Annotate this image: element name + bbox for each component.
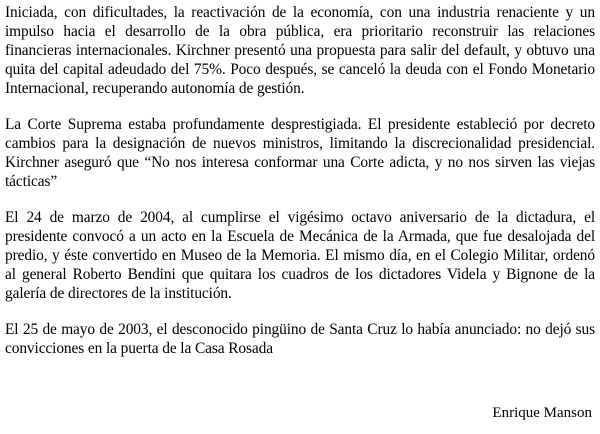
- author-signature: Enrique Manson: [492, 405, 592, 421]
- paragraph-supreme-court: La Corte Suprema estaba profundamente desprestigiada. El presidente estableció por decreto cambios para la designación de nuevos ministros, limitando la discrecionalidad presidencial. Kirchner aseguró que “No nos interesa conformar una Corte adicta, y no nos sirven las viejas tácticas”: [5, 116, 595, 190]
- paragraph-memory-museum: El 24 de marzo de 2004, al cumplirse el vigésimo octavo aniversario de la dictadura, el presidente convocó a un acto en la Escuela de Mecánica de la Armada, que fue desalojada del predio, y éste convertido en Museo de la Memoria. El mismo día, en el Colegio Militar, ordenó al general Roberto Bendini que quitara los cuadros de los dictadores Videla y Bignone de la galería de directores de la institución.: [5, 209, 595, 302]
- paragraph-economy: Iniciada, con dificultades, la reactivación de la economía, con una industria renaciente y un impulso hacia el desarrollo de la obra pública, era prioritario reconstruir las relaciones financieras internacionales. Kirchner presentó una propuesta para salir del default, y obtuvo una quita del capital adeudado del 75%. Poco después, se canceló la deuda con el Fondo Monetario Internacional, recuperando autonomía de gestión.: [5, 4, 595, 97]
- document-body: [5, 3, 595, 375]
- paragraph-casa-rosada: El 25 de mayo de 2003, el desconocido pingüino de Santa Cruz lo había anunciado: no dejó sus convicciones en la puerta de la Casa Rosada: [5, 321, 595, 357]
